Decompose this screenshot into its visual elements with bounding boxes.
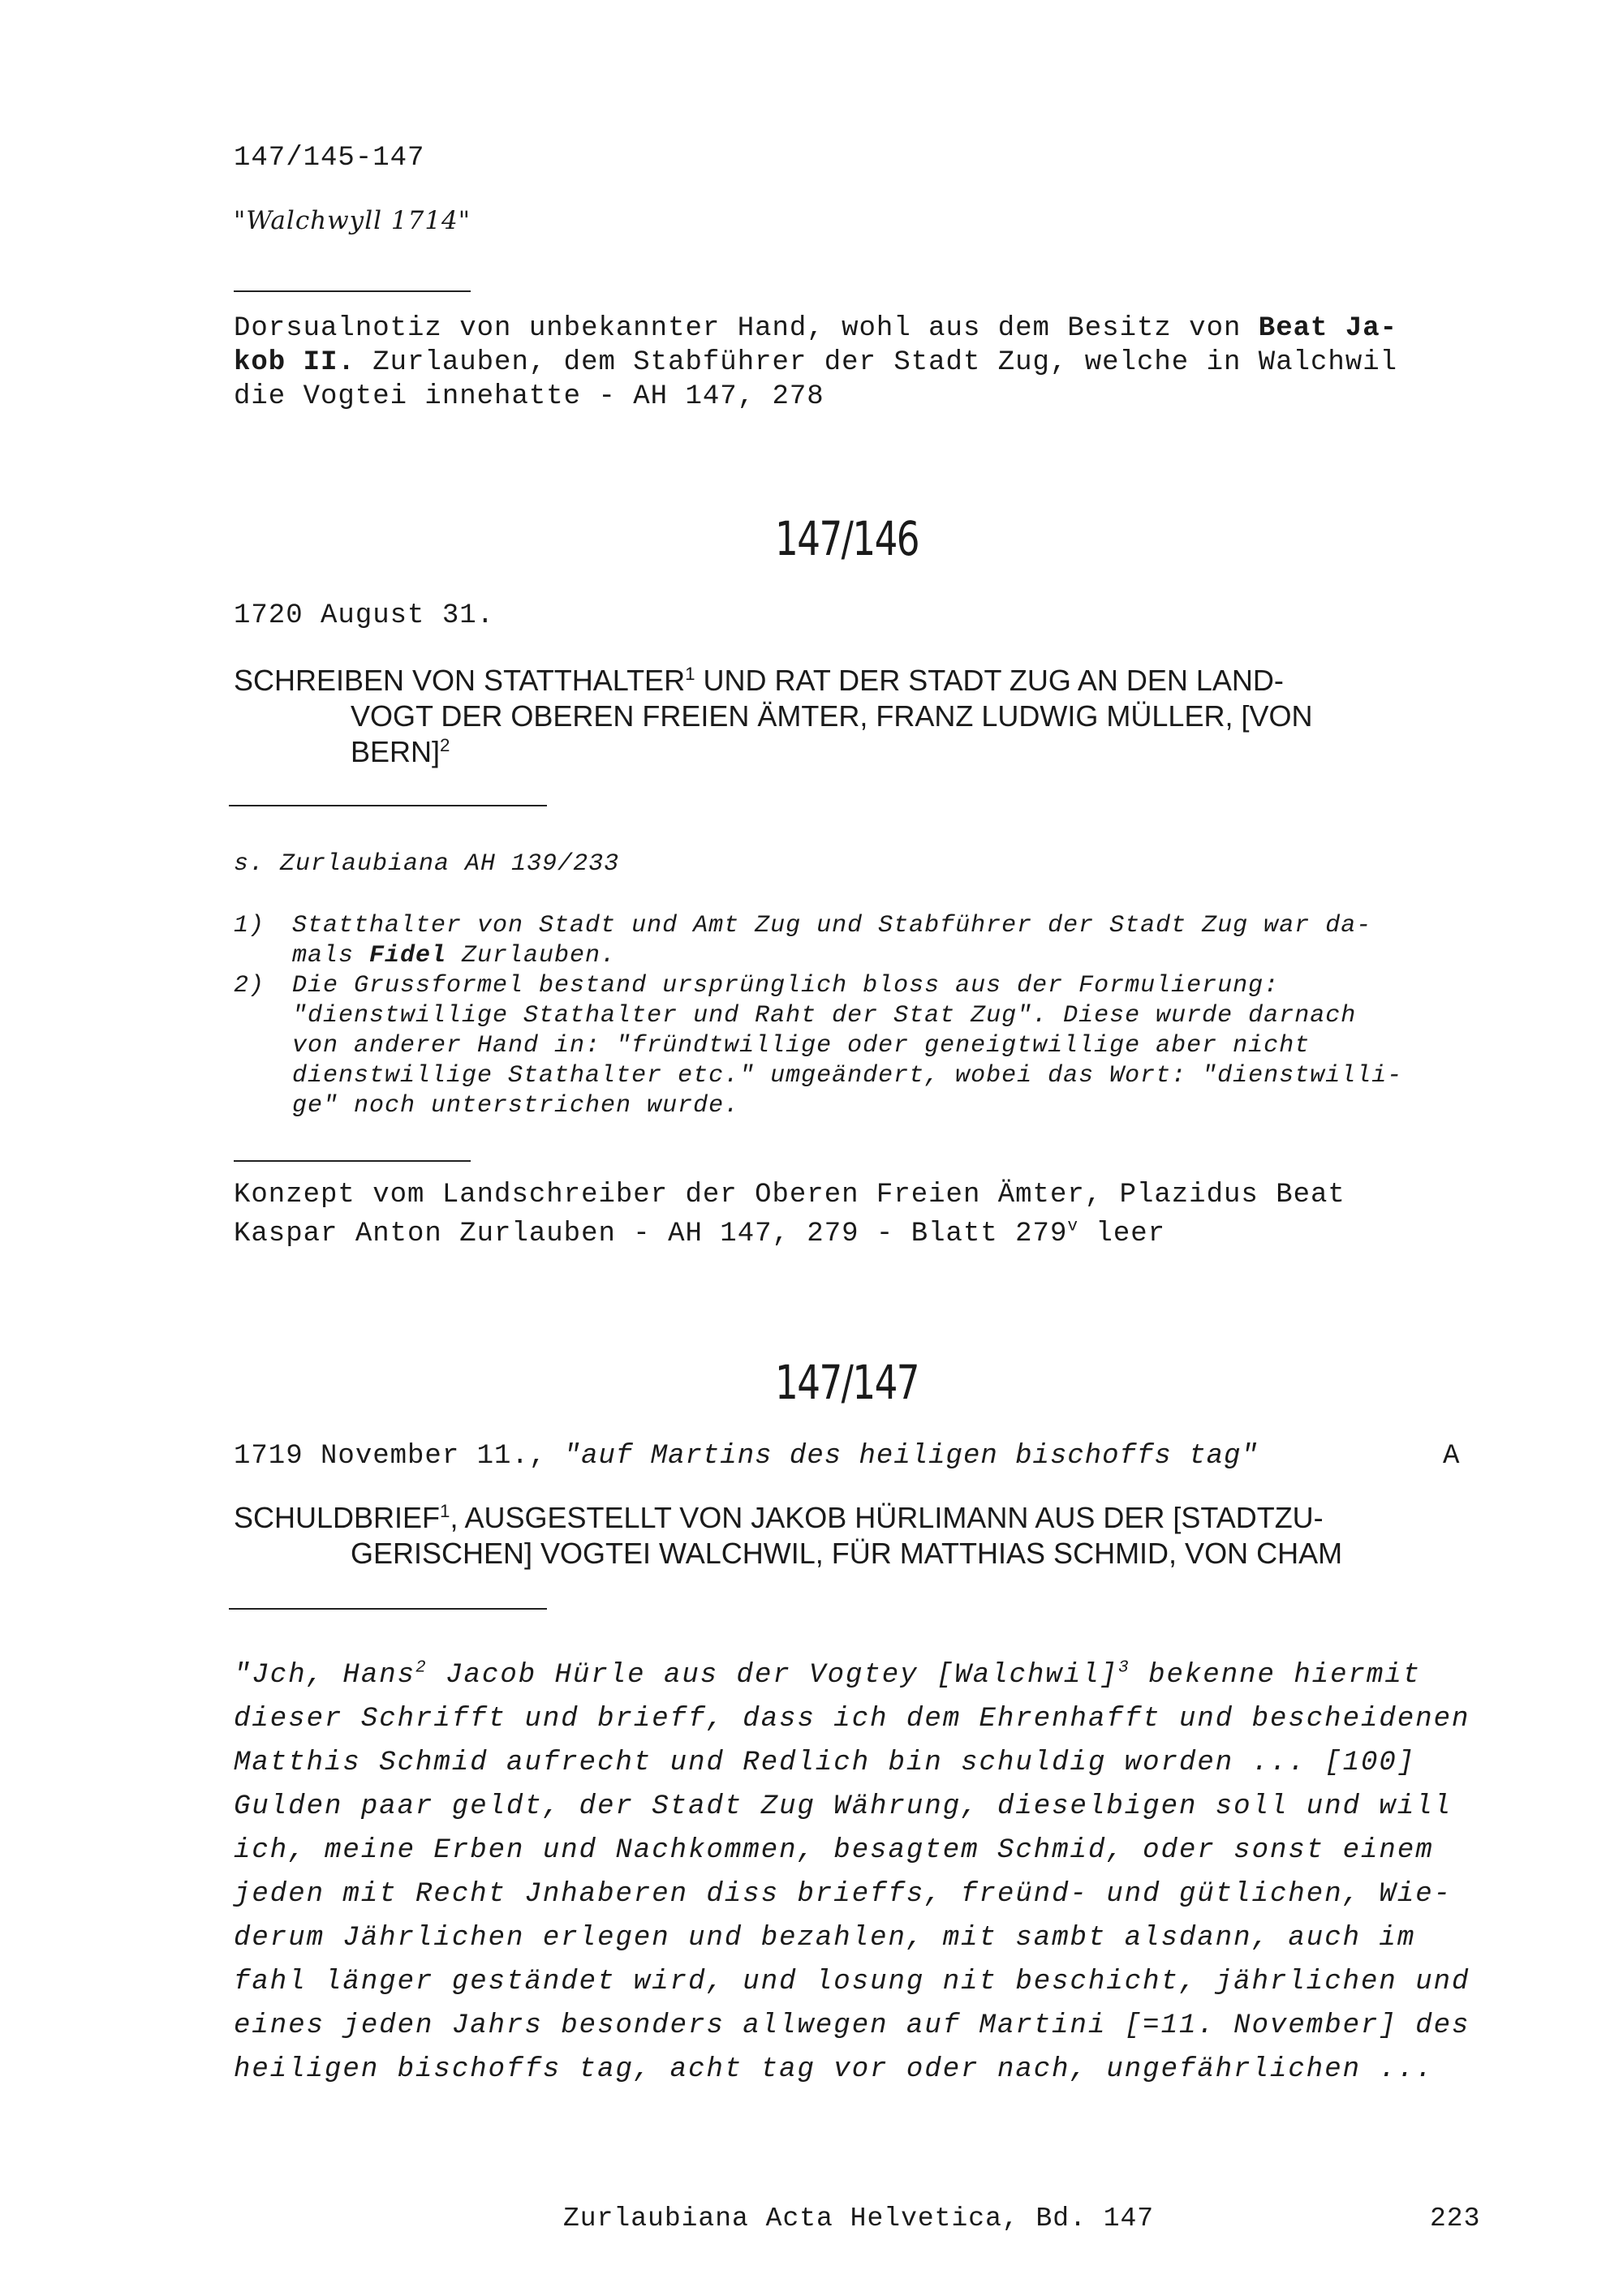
footnote-number: 1) bbox=[234, 912, 265, 939]
quote-line-10: heiligen bischoffs tag, acht tag vor oder nach, ungefährlichen ... bbox=[234, 2054, 1434, 2085]
doc-title-line-1: SCHULDBRIEF$^1$, AUSGESTELLT VON JAKOB HÜRLIMANN AUS DER [STADTZU- bbox=[234, 1501, 1324, 1534]
quote-line-5: ich, meine Erben und Nachkommen, besagtem Schmid, oder sonst einem bbox=[234, 1835, 1434, 1866]
quote-line-9: eines jeden Jahrs besonders allwegen auf Martini [=11. November] des bbox=[234, 2010, 1470, 2041]
footnote-2-line-1: Die Grussformel bestand ursprünglich bloss aus der Formulierung: bbox=[292, 972, 1280, 1000]
version-letter: A bbox=[1443, 1441, 1461, 1472]
dorsal-title: "Walchwyll 1714" bbox=[234, 206, 471, 235]
footnote-2-line-4: dienstwillige Stathalter etc." umgeändert, wobei das Wort: "dienstwilli- bbox=[292, 1062, 1403, 1090]
footnote-1-line-1: Statthalter von Stadt und Amt Zug und Stabführer der Stadt Zug war da- bbox=[292, 912, 1372, 939]
footnote-2-line-3: von anderer Hand in: "fründtwillige oder geneigtwillige aber nicht bbox=[292, 1032, 1311, 1060]
footnote-2-line-5: ge" noch unterstrichen wurde. bbox=[292, 1092, 740, 1120]
reference: s. Zurlaubiana AH 139/233 bbox=[234, 850, 620, 878]
doc-date: 1720 August 31. bbox=[234, 600, 495, 631]
doc-id: 147/145-147 bbox=[234, 143, 425, 174]
quote-line-3: Matthis Schmid aufrecht und Redlich bin schuldig worden ... [100] bbox=[234, 1748, 1416, 1778]
doc-date: 1719 November 11., "auf Martins des heiligen bischoffs tag" bbox=[234, 1441, 1259, 1472]
quote-line-1: "Jch, Hans$^2$ Jacob Hürle aus der Vogtey [Walchwil]$^3$ bekenne hiermit bbox=[234, 1658, 1422, 1691]
concept-line-1: Konzept vom Landschreiber der Oberen Freien Ämter, Plazidus Beat bbox=[234, 1180, 1345, 1210]
section-heading-147-147: 147/147 bbox=[775, 1355, 919, 1410]
doc-title-line-1: SCHREIBEN VON STATTHALTER$^1$ UND RAT DER STADT ZUG AN DEN LAND- bbox=[234, 664, 1284, 697]
footnote-1-line-2: mals Fidel Zurlauben. bbox=[292, 942, 617, 970]
divider bbox=[229, 1608, 547, 1610]
concept-line-2: Kaspar Anton Zurlauben - AH 147, 279 - Blatt 279$^v$ leer bbox=[234, 1216, 1166, 1249]
quote-line-8: fahl länger geständet wird, und losung nit beschicht, jährlichen und bbox=[234, 1967, 1470, 1997]
footnote-number: 2) bbox=[234, 972, 265, 1000]
quote-line-7: derum Jährlichen erlegen und bezahlen, mit sambt alsdann, auch im bbox=[234, 1923, 1416, 1954]
doc-title-line-2: GERISCHEN] VOGTEI WALCHWIL, FÜR MATTHIAS SCHMID, VON CHAM bbox=[351, 1537, 1343, 1570]
divider bbox=[234, 290, 471, 292]
doc-title-line-3: BERN]$^2$ bbox=[351, 735, 450, 768]
quote-line-4: Gulden paar geldt, der Stadt Zug Währung, dieselbigen soll und will bbox=[234, 1791, 1453, 1822]
doc-title-line-2: VOGT DER OBEREN FREIEN ÄMTER, FRANZ LUDWIG MÜLLER, [VON bbox=[351, 699, 1313, 733]
dorsal-note-line-2: kob II. Zurlauben, dem Stabführer der Stadt Zug, welche in Walchwil bbox=[234, 347, 1398, 378]
dorsal-note-line-1: Dorsualnotiz von unbekannter Hand, wohl aus dem Besitz von Beat Ja- bbox=[234, 313, 1398, 344]
quote-line-6: jeden mit Recht Jnhaberen diss brieffs, freünd- und gütlichen, Wie- bbox=[234, 1879, 1453, 1910]
footer-title: Zurlaubiana Acta Helvetica, Bd. 147 bbox=[563, 2204, 1155, 2234]
divider bbox=[229, 805, 547, 806]
section-heading-147-146: 147/146 bbox=[775, 511, 919, 566]
dorsal-note-line-3: die Vogtei innehatte - AH 147, 278 bbox=[234, 381, 824, 412]
divider bbox=[234, 1160, 471, 1162]
quote-line-2: dieser Schrifft und brieff, dass ich dem Ehrenhafft und bescheidenen bbox=[234, 1704, 1470, 1735]
page-number: 223 bbox=[1430, 2204, 1481, 2234]
footnote-2-line-2: "dienstwillige Stathalter und Raht der Stat Zug". Diese wurde darnach bbox=[292, 1002, 1357, 1030]
